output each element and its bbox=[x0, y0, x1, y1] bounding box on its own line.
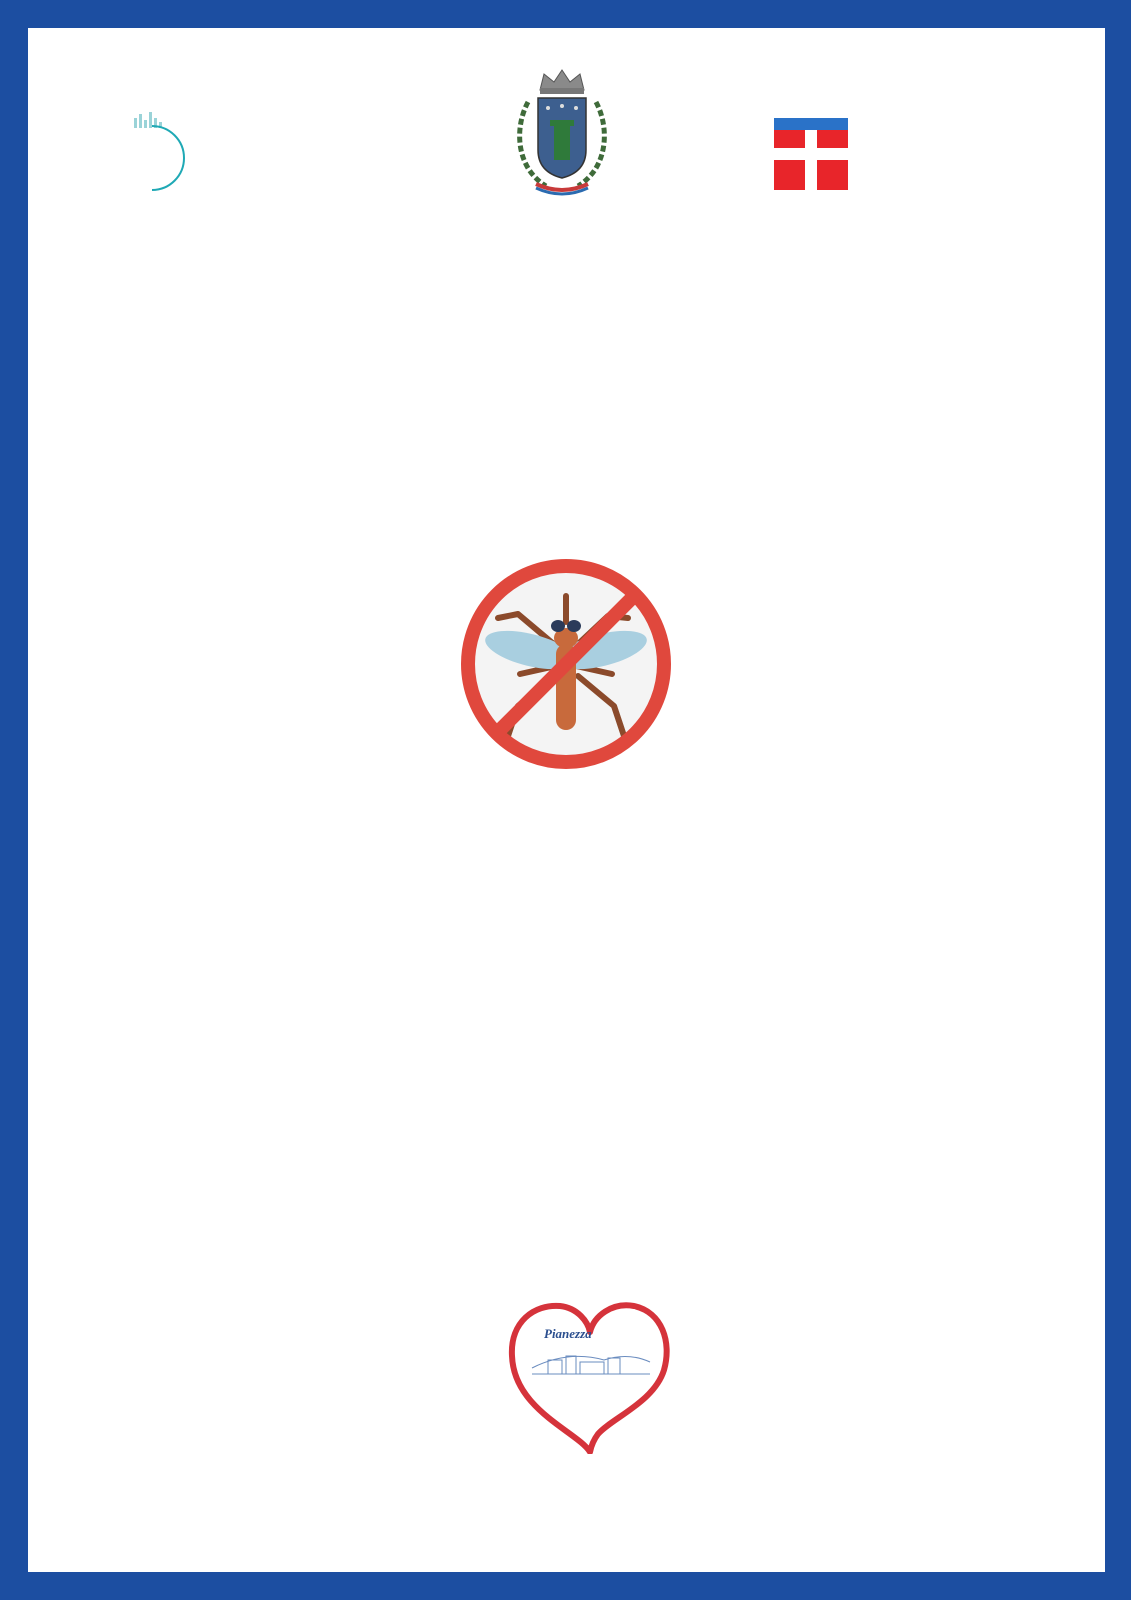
ipla-logo-icon bbox=[112, 112, 192, 192]
pianezza-heart-logo-icon bbox=[508, 1302, 672, 1454]
heart-logo-top-text: Pianezza bbox=[544, 1326, 592, 1341]
regione-piemonte-flag-icon bbox=[774, 118, 848, 190]
municipal-crest-icon bbox=[506, 68, 618, 202]
no-mosquito-icon bbox=[458, 556, 674, 772]
